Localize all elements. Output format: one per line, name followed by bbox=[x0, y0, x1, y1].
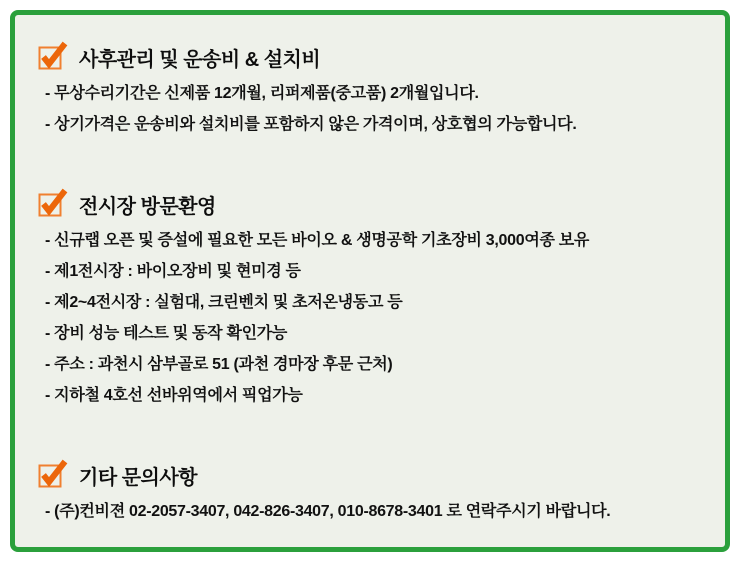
notice-line: - 제2~4전시장 : 실험대, 크린벤치 및 초저온냉동고 등 bbox=[45, 294, 403, 311]
section-title: 기타 문의사항 bbox=[79, 466, 197, 489]
section-title: 사후관리 및 운송비 & 설치비 bbox=[79, 48, 321, 71]
notice-line: - 제1전시장 : 바이오장비 및 현미경 등 bbox=[45, 263, 301, 280]
section-items bbox=[15, 225, 725, 411]
notice-line: - 무상수리기간은 신제품 12개월, 리퍼제품(중고품) 2개월입니다. bbox=[45, 85, 479, 102]
notice-line: - 신규랩 오픈 및 증설에 필요한 모든 바이오 & 생명공학 기초장비 3,000여종 보유 bbox=[45, 232, 590, 249]
checkbox-checked-icon bbox=[38, 187, 68, 217]
section-other-inquiries bbox=[15, 462, 725, 527]
notice-line: - 상기가격은 운송비와 설치비를 포함하지 않은 가격이며, 상호협의 가능합니다. bbox=[45, 116, 577, 133]
section-showroom bbox=[15, 191, 725, 411]
section-items bbox=[15, 78, 725, 140]
section-title: 전시장 방문환영 bbox=[79, 195, 216, 218]
section-heading bbox=[38, 44, 725, 70]
checkbox-checked-icon bbox=[38, 458, 68, 488]
section-heading bbox=[38, 191, 725, 217]
notice-panel bbox=[10, 10, 730, 552]
notice-line: - 지하철 4호선 선바위역에서 픽업가능 bbox=[45, 387, 303, 404]
section-after-sales bbox=[15, 44, 725, 140]
section-items bbox=[15, 496, 725, 527]
notice-line: - 주소 : 과천시 삼부골로 51 (과천 경마장 후문 근처) bbox=[45, 356, 393, 373]
notice-line: - 장비 성능 테스트 및 동작 확인가능 bbox=[45, 325, 288, 342]
checkbox-checked-icon bbox=[38, 40, 68, 70]
notice-line: - (주)컨비젼 02-2057-3407, 042-826-3407, 010-8678-3401 로 연락주시기 바랍니다. bbox=[45, 503, 611, 520]
section-heading bbox=[38, 462, 725, 488]
